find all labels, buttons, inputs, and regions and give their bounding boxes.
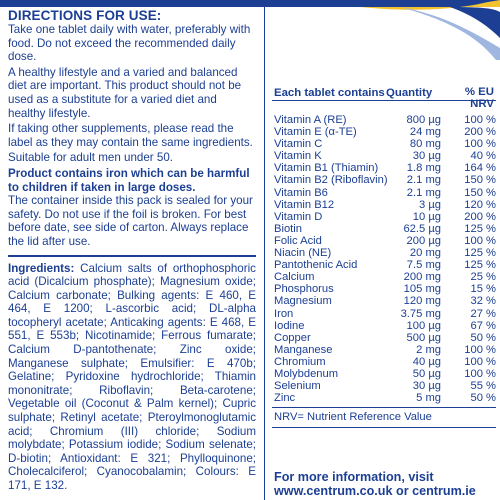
- table-row: [272, 247, 496, 259]
- more-info: [274, 470, 476, 498]
- directions-paragraph: Suitable for adult men under 50.: [8, 151, 173, 165]
- table-row: [272, 162, 496, 174]
- table-row: [272, 332, 496, 344]
- nutrient-nrv: 100 %: [464, 114, 496, 126]
- nutrient-name: Biotin: [274, 222, 302, 235]
- nutrient-nrv: 125 %: [464, 247, 496, 260]
- table-row: [272, 211, 496, 223]
- column-divider: [264, 7, 265, 500]
- nutrient-quantity: 50 µg: [412, 367, 441, 380]
- nutrient-quantity: 200 mg: [403, 271, 441, 284]
- table-row: [272, 368, 496, 380]
- iron-warning: Product contains iron which can be harmful to children if taken in large doses.: [8, 166, 250, 194]
- nutrient-nrv: 50 %: [470, 392, 496, 405]
- nutrient-nrv: 100 %: [464, 367, 496, 380]
- nutrient-nrv: 150 %: [464, 186, 496, 199]
- nutrient-nrv: 25 %: [470, 271, 496, 284]
- nutrient-nrv: 55 %: [470, 380, 496, 393]
- nutrient-name: Vitamin C: [274, 138, 323, 151]
- nutrient-name: Vitamin B12: [274, 198, 335, 211]
- nutrient-quantity: 62.5 µg: [403, 222, 441, 235]
- nutrient-quantity: 800 µg: [406, 114, 441, 126]
- nutrient-name: Folic Acid: [274, 234, 322, 247]
- table-row: [272, 392, 496, 404]
- nutrient-quantity: 2.1 mg: [406, 186, 441, 199]
- nrv-footnote: NRV= Nutrient Reference Value: [274, 411, 432, 424]
- nutrient-nrv: 164 %: [464, 162, 496, 175]
- table-row: [272, 235, 496, 247]
- nutrient-quantity: 5 mg: [416, 392, 441, 405]
- nutrient-nrv: 200 %: [464, 126, 496, 139]
- table-row: [272, 138, 496, 150]
- nutrient-name: Copper: [274, 331, 311, 344]
- table-row: [272, 174, 496, 186]
- col-header-nrv: % EU NRV: [464, 86, 494, 110]
- directions-heading: DIRECTIONS FOR USE:: [8, 8, 162, 23]
- col-header-quantity: Quantity: [386, 87, 433, 99]
- table-row: [272, 308, 496, 320]
- table-row: [272, 356, 496, 368]
- nutrient-quantity: 100 µg: [406, 319, 441, 332]
- nutrient-name: Calcium: [274, 271, 315, 284]
- table-row: [272, 150, 496, 162]
- nutrient-nrv: 32 %: [470, 295, 496, 308]
- nutrient-name: Molybdenum: [274, 367, 339, 380]
- directions-paragraph: If taking other supplements, please read the label as they may contain the same ingredients.: [8, 122, 253, 149]
- website-link[interactable]: www.centrum.co.uk or centrum.ie: [274, 484, 476, 498]
- section-divider: [8, 255, 256, 257]
- footnote-rule: [272, 427, 496, 428]
- table-row: [272, 199, 496, 211]
- table-row: [272, 271, 496, 283]
- nutrient-name: Vitamin B1 (Thiamin): [274, 162, 379, 175]
- nutrient-nrv: 125 %: [464, 222, 496, 235]
- nutrient-nrv: 100 %: [464, 343, 496, 356]
- ingredients-text: Calcium salts of orthophosphoric acid (Dicalcium phosphate); Magnesium oxide; Calcium carbonate; Bulking agents: E 460, E 464, E 1200; L-ascorbic acid; DL-alpha tocopheryl acetate; Anticaking agents: E 468, E 551, E 553b; Nicotinamide; Ferrous fumarate; Calcium D-pantothenate; Zinc oxide; Manganese sulphate; Emulsifier: E 470b; Gelatine; Pyridoxine hydrochloride; Thiamin mononitrate; Riboflavin; Beta-carotene; Vegetable oil (Coconut & Palm kernel); Cupric sulphate; Retinyl acetate; Pteroylmonoglutamic acid; Chromium (III) chloride; Sodium molybdate; Potassium iodide; Sodium selenate; D-biotin; Antioxidant: E 321; Phylloquinone; Cholecalciferol; Cyanocobalamin; Colours: E 171, E 132.: [8, 261, 256, 492]
- nutrient-quantity: 105 mg: [403, 283, 441, 296]
- table-bottom-rule: [272, 407, 496, 408]
- directions-paragraph: A healthy lifestyle and a varied and balanced diet are important. This product should not be used as a substitute for a varied diet and healthy lifestyle.: [8, 65, 242, 120]
- nutrition-table: [272, 114, 496, 431]
- nutrient-nrv: 100 %: [464, 234, 496, 247]
- nutrient-quantity: 3 µg: [419, 198, 441, 211]
- table-row: [272, 295, 496, 307]
- col-header-name: Each tablet contains: [274, 87, 385, 99]
- table-row: [272, 380, 496, 392]
- nutrient-name: Phosphorus: [274, 283, 334, 296]
- nutrient-nrv: 100 %: [464, 355, 496, 368]
- nutrient-quantity: 40 µg: [412, 355, 441, 368]
- nutrient-quantity: 30 µg: [412, 380, 441, 393]
- ingredients-label: Ingredients:: [8, 261, 75, 275]
- nutrient-name: Pantothenic Acid: [274, 259, 358, 272]
- nutrient-name: Magnesium: [274, 295, 332, 308]
- nutrient-quantity: 80 mg: [409, 138, 441, 151]
- nutrient-quantity: 120 mg: [403, 295, 441, 308]
- nutrient-nrv: 150 %: [464, 174, 496, 187]
- nutrient-quantity: 30 µg: [412, 150, 441, 163]
- nutrient-quantity: 20 mg: [409, 247, 441, 260]
- more-info-line: For more information, visit: [274, 470, 434, 484]
- nutrient-nrv: 15 %: [470, 283, 496, 296]
- nutrient-quantity: 3.75 mg: [400, 307, 441, 320]
- table-row: [272, 259, 496, 271]
- table-row: [272, 344, 496, 356]
- nutrient-quantity: 2.1 mg: [406, 174, 441, 187]
- nutrient-name: Iodine: [274, 319, 305, 332]
- nutrient-name: Iron: [274, 307, 294, 320]
- nutrient-nrv: 120 %: [464, 198, 496, 211]
- nutrient-nrv: 40 %: [470, 150, 496, 163]
- directions-column: [0, 7, 264, 500]
- nutrient-name: Manganese: [274, 343, 333, 356]
- ingredients-paragraph: [8, 262, 256, 493]
- nutrient-name: Vitamin D: [274, 210, 323, 223]
- table-row: [272, 114, 496, 126]
- nutrient-name: Vitamin B6: [274, 186, 328, 199]
- nutrient-quantity: 200 µg: [406, 234, 441, 247]
- nutrient-name: Vitamin K: [274, 150, 322, 163]
- nutrient-nrv: 50 %: [470, 331, 496, 344]
- nutrition-column: [272, 0, 500, 500]
- nutrient-name: Vitamin A (RE): [274, 114, 347, 126]
- nutrient-name: Vitamin B2 (Riboflavin): [274, 174, 388, 187]
- nutrient-quantity: 2 mg: [416, 343, 441, 356]
- nutrient-name: Zinc: [274, 392, 296, 405]
- nutrient-quantity: 500 µg: [406, 331, 441, 344]
- nutrient-nrv: 27 %: [470, 307, 496, 320]
- nutrient-name: Chromium: [274, 355, 326, 368]
- nutrient-quantity: 7.5 mg: [406, 259, 441, 272]
- nutrient-quantity: 10 µg: [412, 210, 441, 223]
- nutrient-nrv: 125 %: [464, 259, 496, 272]
- directions-paragraph: Take one tablet daily with water, preferably with food. Do not exceed the recommended daily dose.: [8, 23, 251, 64]
- nutrient-name: Niacin (NE): [274, 247, 332, 260]
- nutrient-nrv: 67 %: [470, 319, 496, 332]
- header-rule: [272, 100, 496, 101]
- table-row: [272, 320, 496, 332]
- table-row: [272, 187, 496, 199]
- container-note: The container inside this pack is sealed for your safety. Do not use if the foil is broken. For best before date, see side of carton. Always replace the lid after use.: [8, 194, 253, 248]
- table-row: [272, 126, 496, 138]
- nutrient-name: Vitamin E (α-TE): [274, 126, 357, 139]
- nutrient-quantity: 24 mg: [409, 126, 441, 139]
- nutrient-quantity: 1.8 mg: [406, 162, 441, 175]
- table-row: [272, 223, 496, 235]
- nutrient-nrv: 100 %: [464, 138, 496, 151]
- nutrient-name: Selenium: [274, 380, 321, 393]
- table-row: [272, 283, 496, 295]
- nutrient-nrv: 200 %: [464, 210, 496, 223]
